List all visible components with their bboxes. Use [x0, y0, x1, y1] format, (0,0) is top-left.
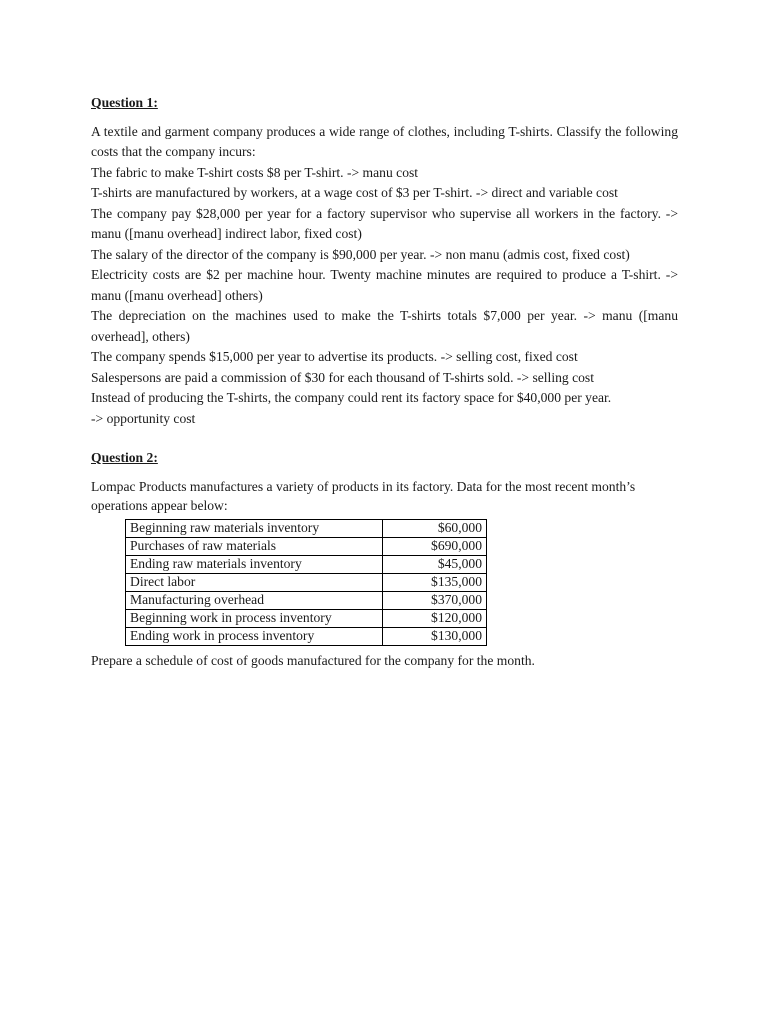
row-label: Ending work in process inventory [126, 627, 383, 645]
row-label: Beginning raw materials inventory [126, 519, 383, 537]
data-table [125, 519, 487, 646]
cost-line-opportunity: -> opportunity cost [91, 410, 196, 426]
table-row [126, 627, 487, 645]
row-value: $60,000 [383, 519, 487, 537]
row-label: Ending raw materials inventory [126, 555, 383, 573]
cost-line-wages: T-shirts are manufactured by workers, at a wage cost of $3 per T-shirt. -> direct and variable cost [91, 185, 618, 200]
row-label: Direct labor [126, 573, 383, 591]
row-value: $370,000 [383, 591, 487, 609]
row-value: $130,000 [383, 627, 487, 645]
cost-line-director: The salary of the director of the company is $90,000 per year. -> non manu (admis cost, fixed cost) [91, 246, 630, 262]
row-label: Beginning work in process inventory [126, 609, 383, 627]
row-value: $135,000 [383, 573, 487, 591]
cost-line-advertising: The company spends $15,000 per year to advertise its products. -> selling cost, fixed cost [91, 349, 578, 364]
cost-line-fabric: The fabric to make T-shirt costs $8 per T-shirt. -> manu cost [91, 164, 419, 180]
table-row [126, 591, 487, 609]
row-value: $45,000 [383, 555, 487, 573]
table-row [126, 573, 487, 591]
question-1-intro: A textile and garment company produces a wide range of clothes, including T-shirts. Classify the following costs that the company incurs: [91, 123, 678, 159]
question-2-section [91, 448, 678, 671]
cost-line-electricity: Electricity costs are $2 per machine hour. Twenty machine minutes are required to produce a T-shirt. -> manu ([manu overhead] others) [91, 267, 678, 303]
question-2-intro: Lompac Products manufactures a variety of products in its factory. Data for the most recent month’s operations appear below: [91, 478, 636, 513]
row-value: $690,000 [383, 537, 487, 555]
table-row [126, 609, 487, 627]
table-row [126, 519, 487, 537]
row-label: Purchases of raw materials [126, 537, 383, 555]
table-row [126, 537, 487, 555]
table-row [126, 555, 487, 573]
question-1-heading: Question 1: [91, 95, 158, 110]
row-label: Manufacturing overhead [126, 591, 383, 609]
cost-line-rent: Instead of producing the T-shirts, the company could rent its factory space for $40,000 per year. [91, 390, 612, 405]
document-page [91, 93, 678, 671]
question-2-instruction: Prepare a schedule of cost of goods manufactured for the company for the month. [91, 652, 535, 668]
question-2-heading: Question 2: [91, 450, 158, 465]
cost-line-supervisor: The company pay $28,000 per year for a factory supervisor who supervise all workers in the factory. -> manu ([manu overhead] indirect labor, fixed cost) [91, 205, 678, 241]
cost-line-depreciation: The depreciation on the machines used to make the T-shirts totals $7,000 per year. -> manu ([manu overhead], others) [91, 308, 678, 344]
cost-line-commission: Salespersons are paid a commission of $30 for each thousand of T-shirts sold. -> selling cost [91, 369, 595, 385]
row-value: $120,000 [383, 609, 487, 627]
